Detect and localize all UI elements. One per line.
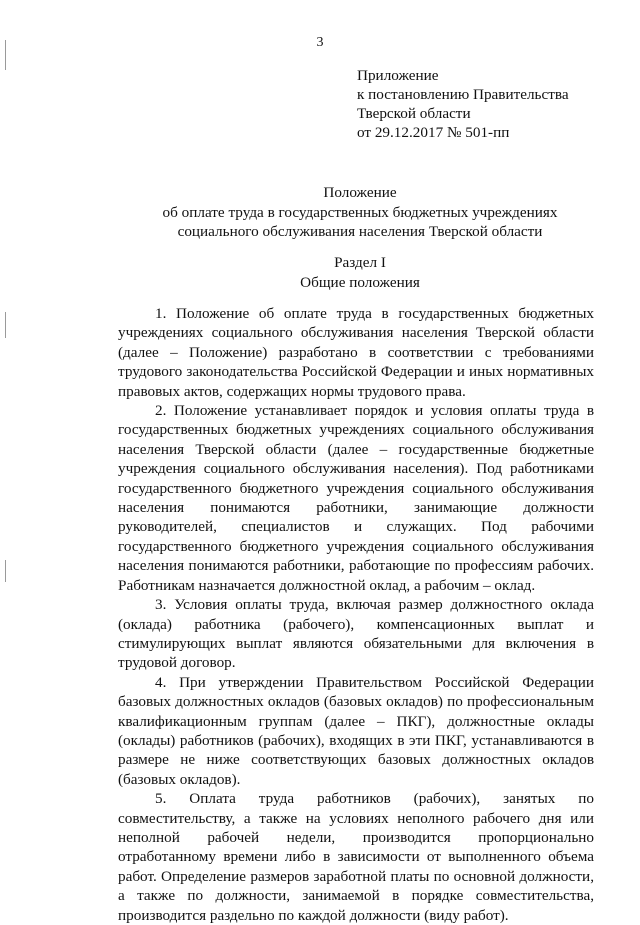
paragraph-1: 1. Положение об оплате труда в государственных бюджетных учреждениях социального обслуживания населения Тверской области (далее – Положение) разработано в соответствии с требованиями трудового законодательства Российской Федерации и иных нормативных правовых актов, содержащих нормы трудового права.: [118, 305, 594, 400]
appendix-header: [357, 66, 627, 142]
section-name: Общие положения: [300, 273, 420, 291]
appendix-line-4: от 29.12.2017 № 501-пп: [357, 124, 510, 141]
paragraph-2: 2. Положение устанавливает порядок и условия оплаты труда в государственных бюджетных учреждениях социального обслуживания населения Тверской области (далее – государственные бюджетные учреждения социального обслуживания населения). Под работниками государственного бюджетного учреждения социального обслуживания населения понимаются работники, занимающие должности руководителей, специалистов и служащих. Под рабочими государственного бюджетного учреждения социального обслуживания населения понимаются работники, работающие по профессиям рабочих. Работникам назначается должностной оклад, а рабочим – оклад.: [118, 402, 594, 594]
paragraph-4: 4. При утверждении Правительством Российской Федерации базовых должностных окладов (базовых окладов) по профессиональным квалификационным группам (далее – ПКГ), должностные оклады (оклады) работников (рабочих), входящих в эти ПКГ, устанавливаются в размере не ниже соответствующих базовых должностных окладов (базовых окладов).: [118, 673, 594, 788]
paragraph-3: 3. Условия оплаты труда, включая размер должностного оклада (оклада) работника (рабочего), компенсационных выплат и стимулирующих выплат являются обязательными для включения в трудовой договор.: [118, 596, 594, 672]
appendix-line-2: к постановлению Правительства: [357, 86, 569, 103]
appendix-line-3: Тверской области: [357, 105, 471, 122]
scan-margin-mark: [5, 312, 6, 338]
page-number: 3: [316, 35, 324, 50]
document-body: [118, 304, 594, 925]
appendix-line-1: Приложение: [357, 67, 439, 84]
title-line-3: социального обслуживания населения Тверской области: [177, 223, 543, 240]
title-line-1: Положение: [323, 184, 397, 201]
scan-margin-mark: [5, 560, 6, 582]
paragraph-5: 5. Оплата труда работников (рабочих), занятых по совместительству, а также на условиях неполного рабочего дня или неполной рабочей недели, производится пропорционально отработанному времени либо в зависимости от выполненного объема работ. Определение размеров заработной платы по основной должности, а также по должности, занимаемой в порядке совместительства, производится раздельно по каждой должности (виду работ).: [118, 790, 594, 924]
title-line-2: об оплате труда в государственных бюджетных учреждениях: [162, 203, 558, 221]
document-title: [80, 183, 640, 242]
section-number: Раздел I: [334, 254, 386, 271]
section-heading: [80, 253, 640, 292]
